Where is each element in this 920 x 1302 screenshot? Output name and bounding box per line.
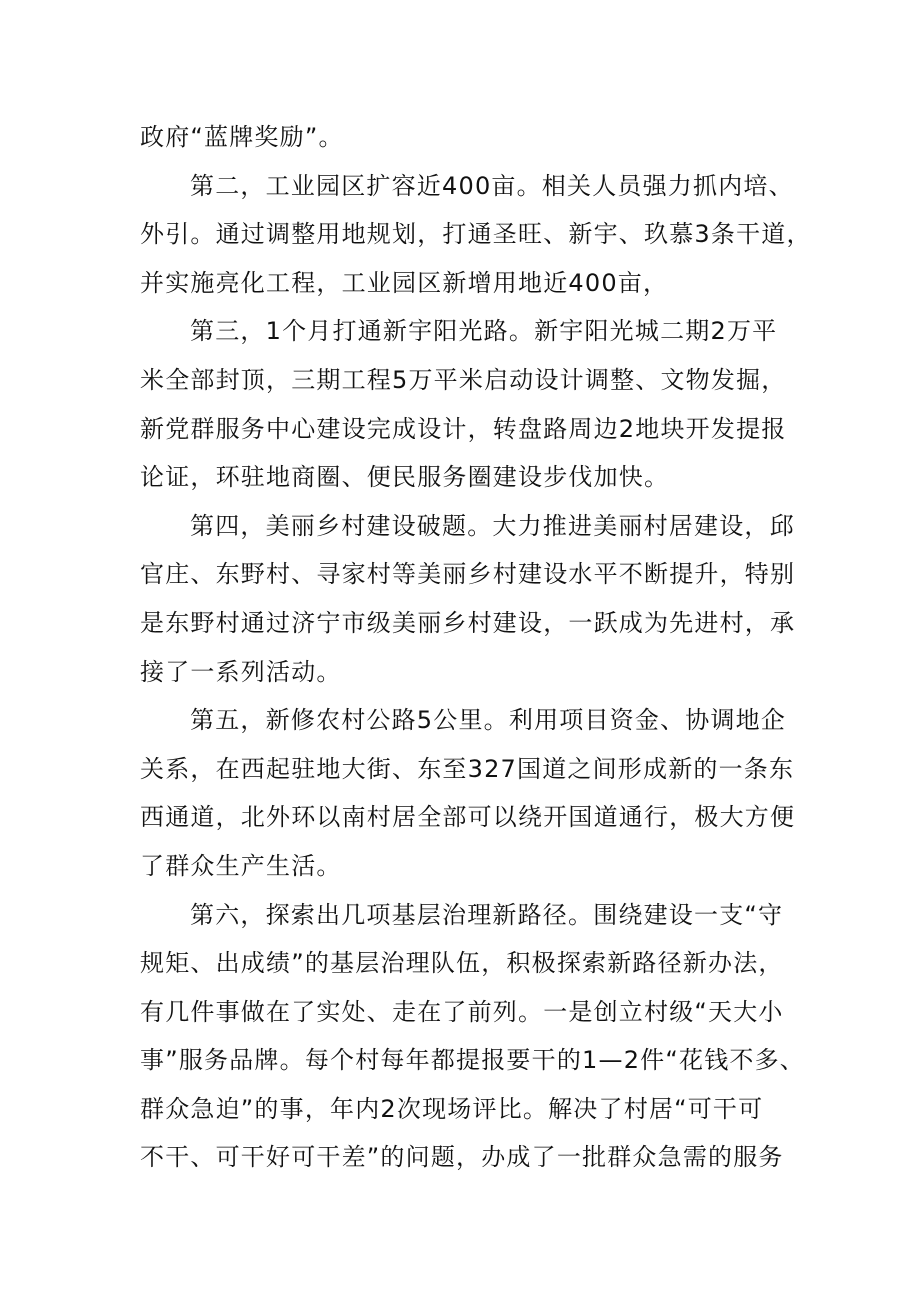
text-line: 是东野村通过济宁市级美丽乡村建设，一跃成为先进村，承 xyxy=(140,608,796,637)
text-line: 关系，在西起驻地大街、东至327国道之间形成新的一条东 xyxy=(140,754,795,783)
text-line: 米全部封顶，三期工程5万平米启动设计调整、文物发掘， xyxy=(140,365,787,394)
paragraph-start-line: 第三，1个月打通新宇阳光路。新宇阳光城二期2万平 xyxy=(190,317,778,346)
text-line: 官庄、东野村、寻家村等美丽乡村建设水平不断提升，特别 xyxy=(140,560,796,589)
text-line: 西通道，北外环以南村居全部可以绕开国道通行，极大方便 xyxy=(140,803,796,832)
text-line: 事”服务品牌。每个村每年都提报要干的1—2件“花钱不多、 xyxy=(140,1046,806,1075)
text-line: 接了一系列活动。 xyxy=(140,657,342,686)
text-line: 并实施亮化工程，工业园区新增用地近400亩， xyxy=(140,268,669,297)
paragraph-start-line: 第四，美丽乡村建设破题。大力推进美丽村居建设，邱 xyxy=(190,511,795,540)
text-line: 规矩、出成绩”的基层治理队伍，积极探索新路径新办法， xyxy=(140,949,784,978)
paragraph-start-line: 第五，新修农村公路5公里。利用项目资金、协调地企 xyxy=(190,706,787,735)
text-line: 论证，环驻地商圈、便民服务圈建设步伐加快。 xyxy=(140,463,670,492)
text-line: 群众急迫”的事，年内2次现场评比。解决了村居“可干可 xyxy=(140,1094,764,1123)
text-line: 有几件事做在了实处、走在了前列。一是创立村级“天大小 xyxy=(140,997,784,1026)
text-line: 新党群服务中心建设完成设计，转盘路周边2地块开发提报 xyxy=(140,414,787,443)
text-line: 了群众生产生活。 xyxy=(140,851,342,880)
text-line: 外引。通过调整用地规划，打通圣旺、新宇、玖慕3条干道， xyxy=(140,220,812,249)
text-line: 政府“蓝牌奖励”。 xyxy=(140,123,344,151)
document-body xyxy=(140,113,812,1182)
paragraph-start-line: 第二，工业园区扩容近400亩。相关人员强力抓内培、 xyxy=(190,171,794,200)
text-line: 不干、可干好可干差”的问题，办成了一批群众急需的服务 xyxy=(140,1143,784,1172)
paragraph-start-line: 第六，探索出几项基层治理新路径。围绕建设一支“守 xyxy=(190,900,784,929)
